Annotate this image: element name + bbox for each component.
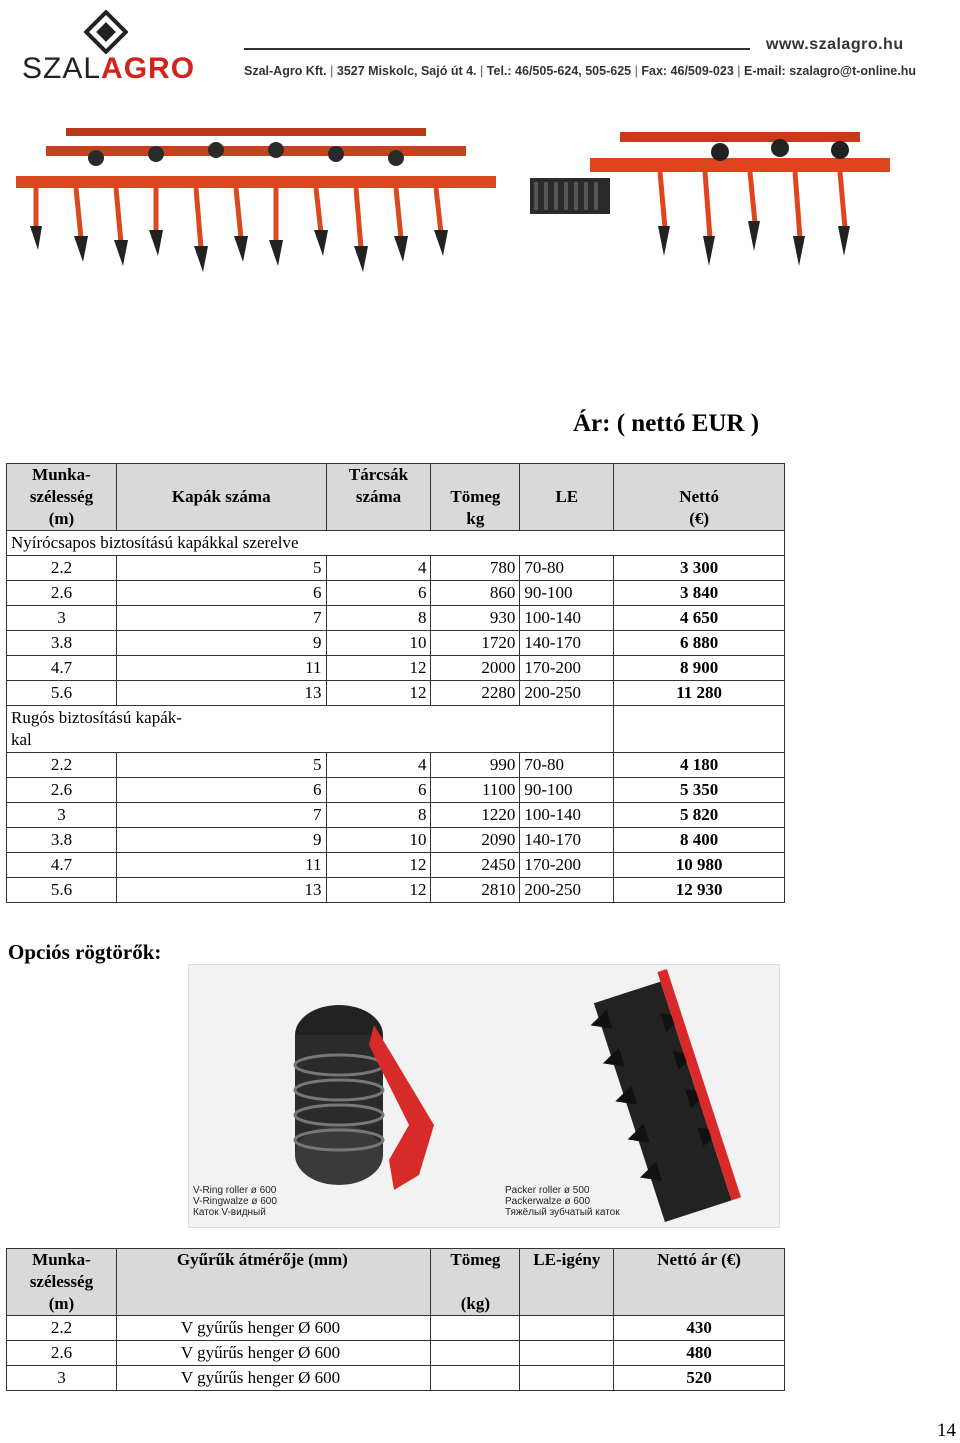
header-hp: LE bbox=[520, 464, 614, 531]
price-table bbox=[6, 463, 785, 903]
separator: | bbox=[634, 64, 638, 78]
table-row: 4.7 11 12 2000 170-200 8 900 bbox=[7, 656, 785, 681]
header-net: Nettó (€) bbox=[614, 464, 785, 531]
table-row: 2.2 5 4 990 70-80 4 180 bbox=[7, 753, 785, 778]
cultivator-photo-left bbox=[6, 118, 506, 276]
website[interactable]: www.szalagro.hu bbox=[766, 36, 904, 53]
table-header-row bbox=[7, 464, 785, 531]
section-row bbox=[7, 531, 785, 556]
table-row: 2.6 6 6 1100 90-100 5 350 bbox=[7, 778, 785, 803]
header-width: Munka- szélesség (m) bbox=[7, 464, 117, 531]
section-title: Nyírócsapos biztosítású kapákkal szerelve bbox=[7, 531, 785, 556]
header-divider bbox=[244, 48, 750, 50]
price-title: Ár: ( nettó EUR ) bbox=[573, 410, 760, 437]
roller-photo bbox=[188, 964, 780, 1228]
header-hp: LE-igény bbox=[520, 1249, 614, 1316]
header-discs: Tárcsák száma bbox=[326, 464, 431, 531]
table-row: 2.2 5 4 780 70-80 3 300 bbox=[7, 556, 785, 581]
table-row: 3 V gyűrűs henger Ø 600 520 bbox=[7, 1366, 785, 1391]
cultivator-photo-right bbox=[530, 118, 910, 270]
header-rings: Gyűrűk átmérője (mm) bbox=[116, 1249, 431, 1316]
section-title: Rugós biztosítású kapák- kal bbox=[7, 706, 614, 753]
logo-diamond-icon bbox=[84, 10, 128, 54]
company-name: Szal-Agro Kft. bbox=[244, 64, 327, 78]
header-shanks: Kapák száma bbox=[116, 464, 326, 531]
company-email[interactable]: E-mail: szalagro@t-online.hu bbox=[744, 64, 916, 78]
header-width: Munka- szélesség (m) bbox=[7, 1249, 117, 1316]
caption-v-ring: V-Ring roller ø 600 V-Ringwalze ø 600 Каток V-видный bbox=[193, 1185, 277, 1218]
brand-logo: SZALAGRO bbox=[22, 52, 196, 85]
empty-cell bbox=[614, 706, 785, 753]
separator: | bbox=[737, 64, 741, 78]
table-row: 2.2 V gyűrűs henger Ø 600 430 bbox=[7, 1316, 785, 1341]
table-header-row bbox=[7, 1249, 785, 1316]
table-row: 3.8 9 10 2090 140-170 8 400 bbox=[7, 828, 785, 853]
table-row: 3 7 8 930 100-140 4 650 bbox=[7, 606, 785, 631]
table-row: 2.6 6 6 860 90-100 3 840 bbox=[7, 581, 785, 606]
options-title: Opciós rögtörők: bbox=[8, 940, 162, 964]
options-table bbox=[6, 1248, 785, 1391]
company-fax: Fax: 46/509-023 bbox=[641, 64, 734, 78]
company-address: 3527 Miskolc, Sajó út 4. bbox=[336, 64, 477, 78]
header-net: Nettó ár (€) bbox=[614, 1249, 785, 1316]
table-row: 3.8 9 10 1720 140-170 6 880 bbox=[7, 631, 785, 656]
company-phone: Tel.: 46/505-624, 505-625 bbox=[486, 64, 632, 78]
table-row: 5.6 13 12 2280 200-250 11 280 bbox=[7, 681, 785, 706]
roller-illustration bbox=[189, 965, 779, 1227]
separator: | bbox=[480, 64, 484, 78]
header-weight: Tömeg (kg) bbox=[431, 1249, 520, 1316]
page-number: 14 bbox=[937, 1420, 956, 1441]
contact-line bbox=[244, 64, 916, 78]
section-row bbox=[7, 706, 785, 753]
caption-packer: Packer roller ø 500 Packerwalze ø 600 Тяжёлый зубчатый каток bbox=[505, 1185, 620, 1218]
header-weight: Tömeg kg bbox=[431, 464, 520, 531]
table-row: 4.7 11 12 2450 170-200 10 980 bbox=[7, 853, 785, 878]
separator: | bbox=[330, 64, 334, 78]
table-row: 3 7 8 1220 100-140 5 820 bbox=[7, 803, 785, 828]
table-row: 2.6 V gyűrűs henger Ø 600 480 bbox=[7, 1341, 785, 1366]
table-row: 5.6 13 12 2810 200-250 12 930 bbox=[7, 878, 785, 903]
